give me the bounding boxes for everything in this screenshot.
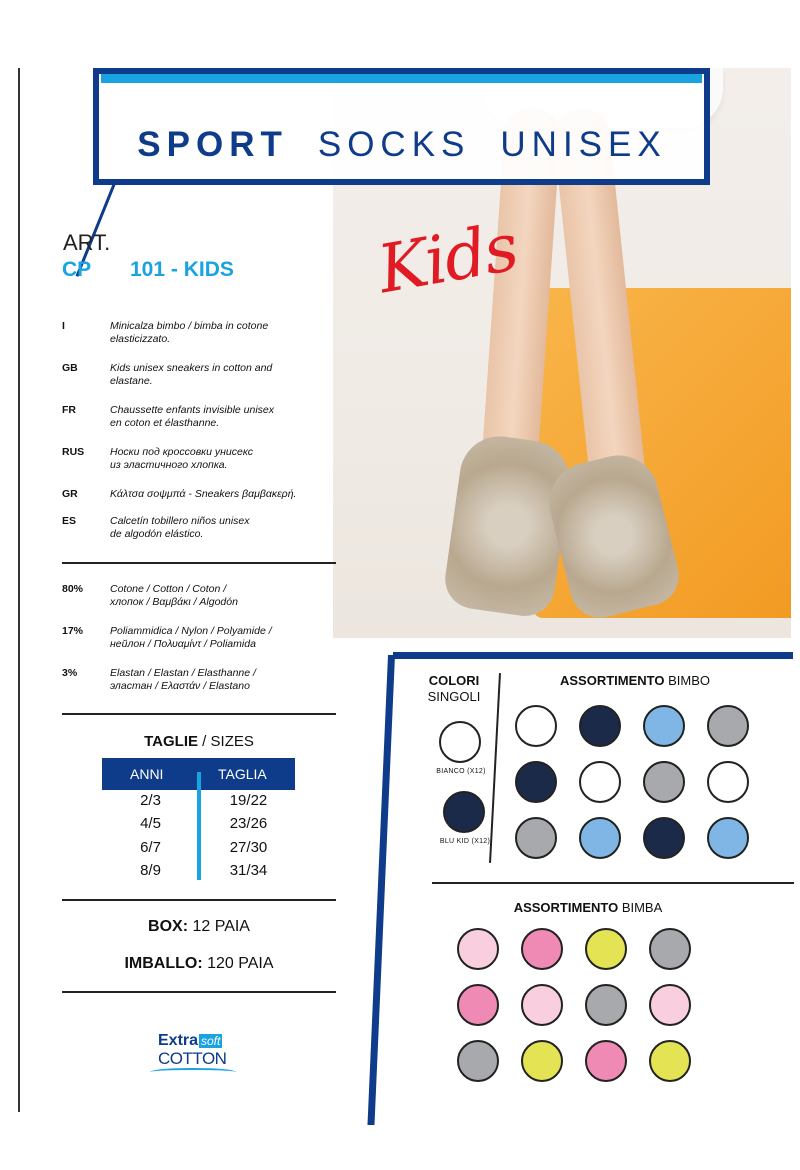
logo-extra: Extra (158, 1032, 199, 1049)
bimba-color-swatch (585, 928, 627, 970)
bimbo-title-rest: BIMBO (664, 673, 710, 688)
bimba-color-swatch (649, 984, 691, 1026)
logo-wave (150, 1068, 236, 1076)
size-taglia: 27/30 (229, 839, 268, 856)
sizes-title-bold: TAGLIE (144, 733, 199, 750)
box-quantity (62, 918, 336, 936)
size-row (102, 839, 295, 862)
bimbo-color-swatch (643, 817, 685, 859)
bimba-title-rest: BIMBA (618, 900, 663, 915)
header-accent-bar (101, 74, 702, 83)
size-taglia: 31/34 (229, 862, 268, 879)
lang-code: ES (62, 515, 77, 527)
color-label: BIANCO (X12) (436, 768, 486, 775)
imballo-value: 120 PAIA (202, 955, 274, 972)
divider (62, 991, 336, 993)
panel-left-border (367, 655, 395, 1125)
panel-top-border (393, 652, 793, 659)
colori-singoli-title (414, 673, 494, 705)
article-prefix: CP (62, 258, 92, 281)
composition-text: Poliammidica / Nylon / Polyamide / нейлон / Πολυαμίντ / Poliamida (110, 625, 272, 650)
size-anni: 6/7 (140, 839, 161, 856)
title-sport: SPORT (137, 125, 288, 164)
bimbo-title-bold: ASSORTIMENTO (559, 673, 665, 688)
size-row (102, 862, 295, 885)
description-text: Calcetín tobillero niños unisex de algodón elástico. (110, 515, 250, 540)
size-taglia: 19/22 (229, 792, 268, 809)
lang-code: GR (62, 488, 78, 500)
title-socks: SOCKS (317, 125, 471, 164)
description-text: Κάλτσα σοψμπά - Sneakers βαμβακερή. (110, 488, 297, 500)
sizes-title-rest: / SIZES (198, 733, 254, 750)
article-number: 101 - KIDS (130, 258, 234, 281)
colori-title: COLORI (428, 673, 480, 688)
composition-percent: 17% (62, 625, 84, 637)
bimba-color-swatch (649, 928, 691, 970)
divider (432, 882, 794, 884)
size-row (102, 792, 295, 815)
sizes-title (62, 733, 336, 750)
assortimento-bimba-title (433, 900, 743, 915)
bimbo-color-swatch (707, 705, 749, 747)
color-swatch-blu-kid (443, 791, 485, 833)
bimba-color-swatch (521, 928, 563, 970)
box-label: BOX: (148, 918, 189, 935)
lang-code: GB (62, 362, 78, 374)
divider (62, 713, 336, 715)
bimbo-color-swatch (707, 817, 749, 859)
divider (62, 899, 336, 901)
bimbo-color-swatch (515, 705, 557, 747)
bimba-color-swatch (457, 1040, 499, 1082)
logo-soft: soft (201, 1034, 221, 1048)
bimba-color-swatch (457, 984, 499, 1026)
lang-code: FR (62, 404, 76, 416)
kids-script-text: Kids (372, 208, 523, 309)
size-anni: 4/5 (140, 815, 161, 832)
size-taglia: 23/26 (229, 815, 268, 832)
description-text: Kids unisex sneakers in cotton and elastane. (110, 362, 273, 387)
title-unisex: UNISEX (500, 125, 667, 164)
description-text: Носки под кроссовки унисекс из эластичного хлопка. (110, 446, 253, 471)
lang-code: RUS (62, 446, 85, 458)
bimba-title-bold: ASSORTIMENTO (513, 900, 619, 915)
logo-cotton: COTTON (158, 1049, 227, 1068)
bimbo-color-swatch (579, 817, 621, 859)
bimbo-color-swatch (515, 761, 557, 803)
size-anni: 8/9 (140, 862, 161, 879)
bimbo-color-swatch (643, 761, 685, 803)
bimbo-color-swatch (707, 761, 749, 803)
imballo-label: IMBALLO: (124, 955, 203, 972)
composition-text: Elastan / Elastan / Elasthanne / эластан / Ελαστάν / Elastano (110, 667, 256, 692)
bimbo-color-swatch (579, 705, 621, 747)
assortimento-bimbo-title (500, 673, 770, 688)
box-value: 12 PAIA (188, 918, 250, 935)
bimba-color-swatch (649, 1040, 691, 1082)
size-row (102, 815, 295, 838)
divider (62, 562, 336, 564)
bimbo-color-swatch (643, 705, 685, 747)
singoli-title: SINGOLI (427, 689, 481, 704)
bimba-color-swatch (521, 984, 563, 1026)
article-label: ART. (63, 230, 111, 255)
description-text: Chaussette enfants invisible unisex en coton et élasthanne. (110, 404, 275, 429)
composition-text: Cotone / Cotton / Coton / хлопок / Βαμβάκι / Algodón (110, 583, 238, 608)
description-text: Minicalza bimbo / bimba in cotone elasticizzato. (110, 320, 269, 345)
imballo-quantity (62, 955, 336, 973)
bimba-color-swatch (585, 984, 627, 1026)
color-label: BLU KID (X12) (439, 838, 491, 845)
size-anni: 2/3 (140, 792, 161, 809)
bimbo-color-swatch (515, 817, 557, 859)
left-margin-rule (18, 68, 20, 1112)
bimba-color-swatch (521, 1040, 563, 1082)
composition-percent: 3% (62, 667, 78, 679)
col-taglia: TAGLIA (218, 766, 267, 782)
extrasoft-cotton-logo (150, 1030, 240, 1078)
bimba-color-swatch (585, 1040, 627, 1082)
col-anni: ANNI (130, 766, 164, 782)
bimba-color-swatch (457, 928, 499, 970)
composition-percent: 80% (62, 583, 84, 595)
page-title (2, 125, 800, 165)
lang-code: I (62, 320, 65, 332)
bimbo-color-swatch (579, 761, 621, 803)
color-swatch-bianco (439, 721, 481, 763)
